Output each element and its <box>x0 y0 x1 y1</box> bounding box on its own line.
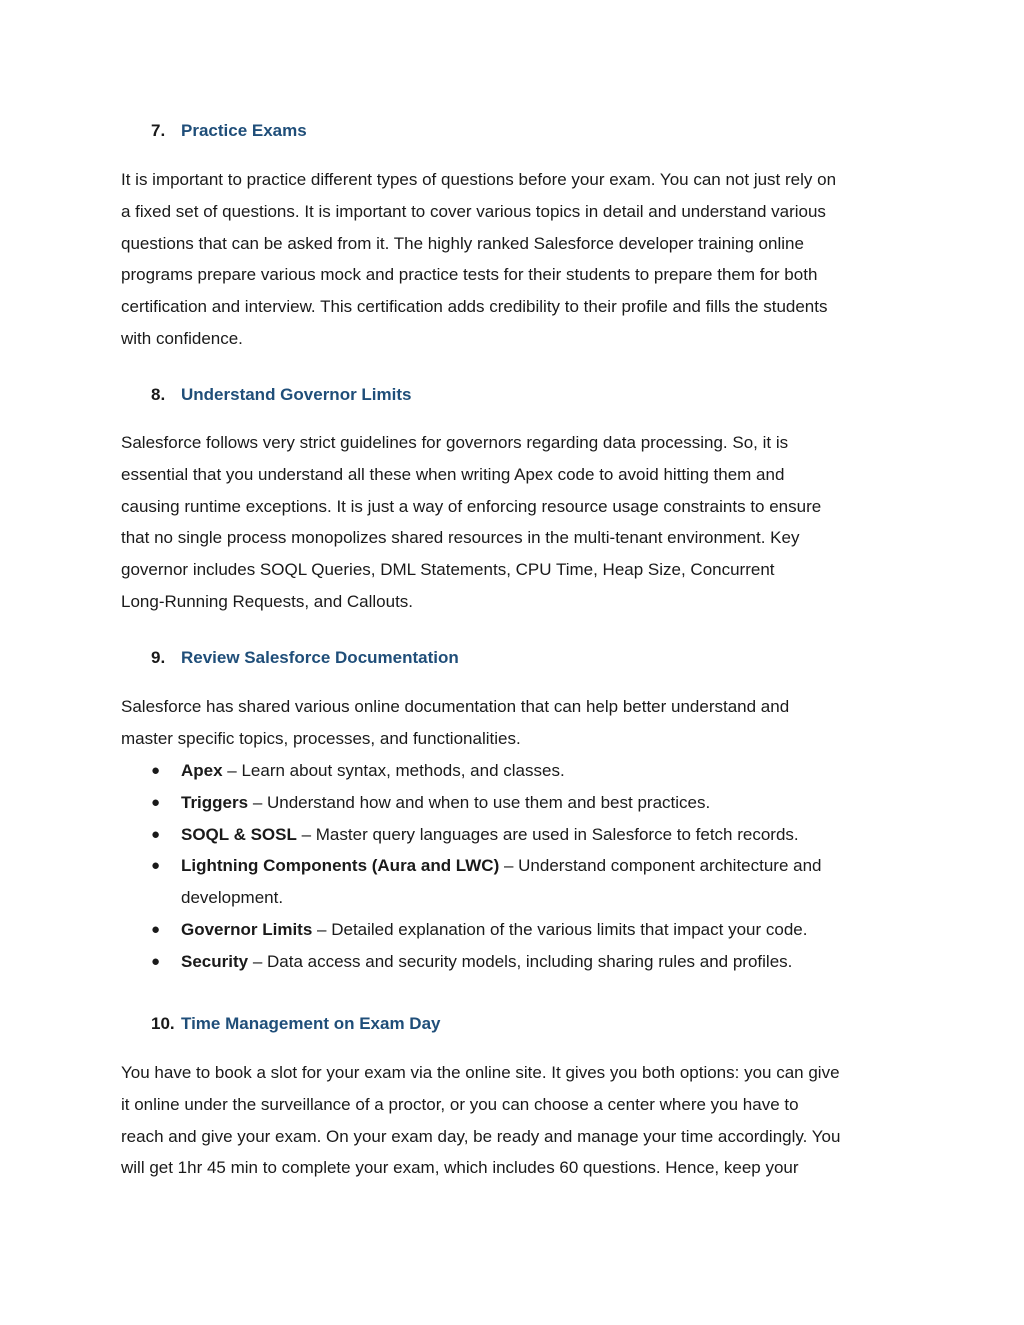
bullet-icon: ● <box>151 825 161 843</box>
section-paragraph-governor-limits <box>121 427 911 618</box>
bullet-term: SOQL & SOSL <box>181 824 297 844</box>
section-heading-time-management <box>151 1012 441 1036</box>
paragraph-line: Salesforce follows very strict guidelines for governors regarding data processing. So, it is <box>121 433 789 452</box>
list-item <box>121 850 911 914</box>
bullet-term: Apex <box>181 761 223 780</box>
documentation-bullet-list <box>121 755 911 978</box>
paragraph-line: causing runtime exceptions. It is just a way of enforcing resource usage constraints to ensure <box>121 496 822 516</box>
paragraph-line: governor includes SOQL Queries, DML Statements, CPU Time, Heap Size, Concurrent <box>121 560 775 580</box>
section-heading-practice-exams <box>151 119 307 143</box>
bullet-icon: ● <box>151 952 161 970</box>
paragraph-line: You have to book a slot for your exam via the online site. It gives you both options: you can give <box>121 1063 840 1082</box>
bullet-icon: ● <box>151 920 161 938</box>
paragraph-line: with confidence. <box>121 328 243 348</box>
section-paragraph-documentation <box>121 691 911 755</box>
bullet-term: Triggers <box>181 792 249 812</box>
bullet-text: – Understand how and when to use them and best practices. <box>248 792 711 812</box>
bullet-text: – Learn about syntax, methods, and classes. <box>222 761 565 780</box>
paragraph-line: that no single process monopolizes shared resources in the multi-tenant environment. Key <box>121 528 800 548</box>
bullet-text: – Detailed explanation of the various limits that impact your code. <box>312 919 808 939</box>
section-number: 8. <box>151 385 166 404</box>
section-title: Review Salesforce Documentation <box>181 648 459 667</box>
bullet-text: – Data access and security models, including sharing rules and profiles. <box>248 951 793 971</box>
list-item <box>121 914 911 946</box>
paragraph-line: Long-Running Requests, and Callouts. <box>121 591 414 611</box>
bullet-term: Security <box>181 951 249 971</box>
paragraph-line: certification and interview. This certification adds credibility to their profile and fills the students <box>121 297 828 317</box>
section-number: 9. <box>151 648 166 667</box>
section-title: Time Management on Exam Day <box>181 1014 441 1033</box>
section-title: Understand Governor Limits <box>181 385 412 404</box>
bullet-text: – Understand component architecture and <box>499 856 822 876</box>
section-number: 7. <box>151 121 166 140</box>
paragraph-line: programs prepare various mock and practice tests for their students to prepare them for both <box>121 265 818 285</box>
section-paragraph-time-management <box>121 1057 911 1184</box>
section-heading-documentation <box>151 646 459 670</box>
paragraph-line: essential that you understand all these when writing Apex code to avoid hitting them and <box>121 464 785 484</box>
paragraph-line: master specific topics, processes, and functionalities. <box>121 728 521 748</box>
paragraph-line: It is important to practice different types of questions before your exam. You can not just rely on <box>121 170 837 189</box>
list-item <box>121 755 911 787</box>
paragraph-line: reach and give your exam. On your exam day, be ready and manage your time accordingly. You <box>121 1126 841 1146</box>
bullet-continuation: development. <box>181 888 284 908</box>
bullet-text: – Master query languages are used in Salesforce to fetch records. <box>296 824 799 844</box>
list-item <box>121 946 911 978</box>
bullet-icon: ● <box>151 857 161 875</box>
paragraph-line: Salesforce has shared various online documentation that can help better understand and <box>121 697 790 716</box>
bullet-icon: ● <box>151 793 161 811</box>
section-title: Practice Exams <box>181 121 307 140</box>
paragraph-line: a fixed set of questions. It is important to cover various topics in detail and understand various <box>121 201 826 221</box>
bullet-icon: ● <box>151 762 161 779</box>
list-item <box>121 787 911 819</box>
paragraph-line: questions that can be asked from it. The highly ranked Salesforce developer training online <box>121 233 804 253</box>
paragraph-line: it online under the surveillance of a proctor, or you can choose a center where you have to <box>121 1094 799 1114</box>
bullet-term: Governor Limits <box>181 919 313 939</box>
paragraph-line: will get 1hr 45 min to complete your exam, which includes 60 questions. Hence, keep your <box>121 1158 799 1178</box>
section-paragraph-practice-exams <box>121 164 911 355</box>
bullet-term: Lightning Components (Aura and LWC) <box>181 856 500 876</box>
section-heading-governor-limits <box>151 383 411 407</box>
section-number: 10. <box>151 1014 175 1033</box>
list-item <box>121 819 911 851</box>
